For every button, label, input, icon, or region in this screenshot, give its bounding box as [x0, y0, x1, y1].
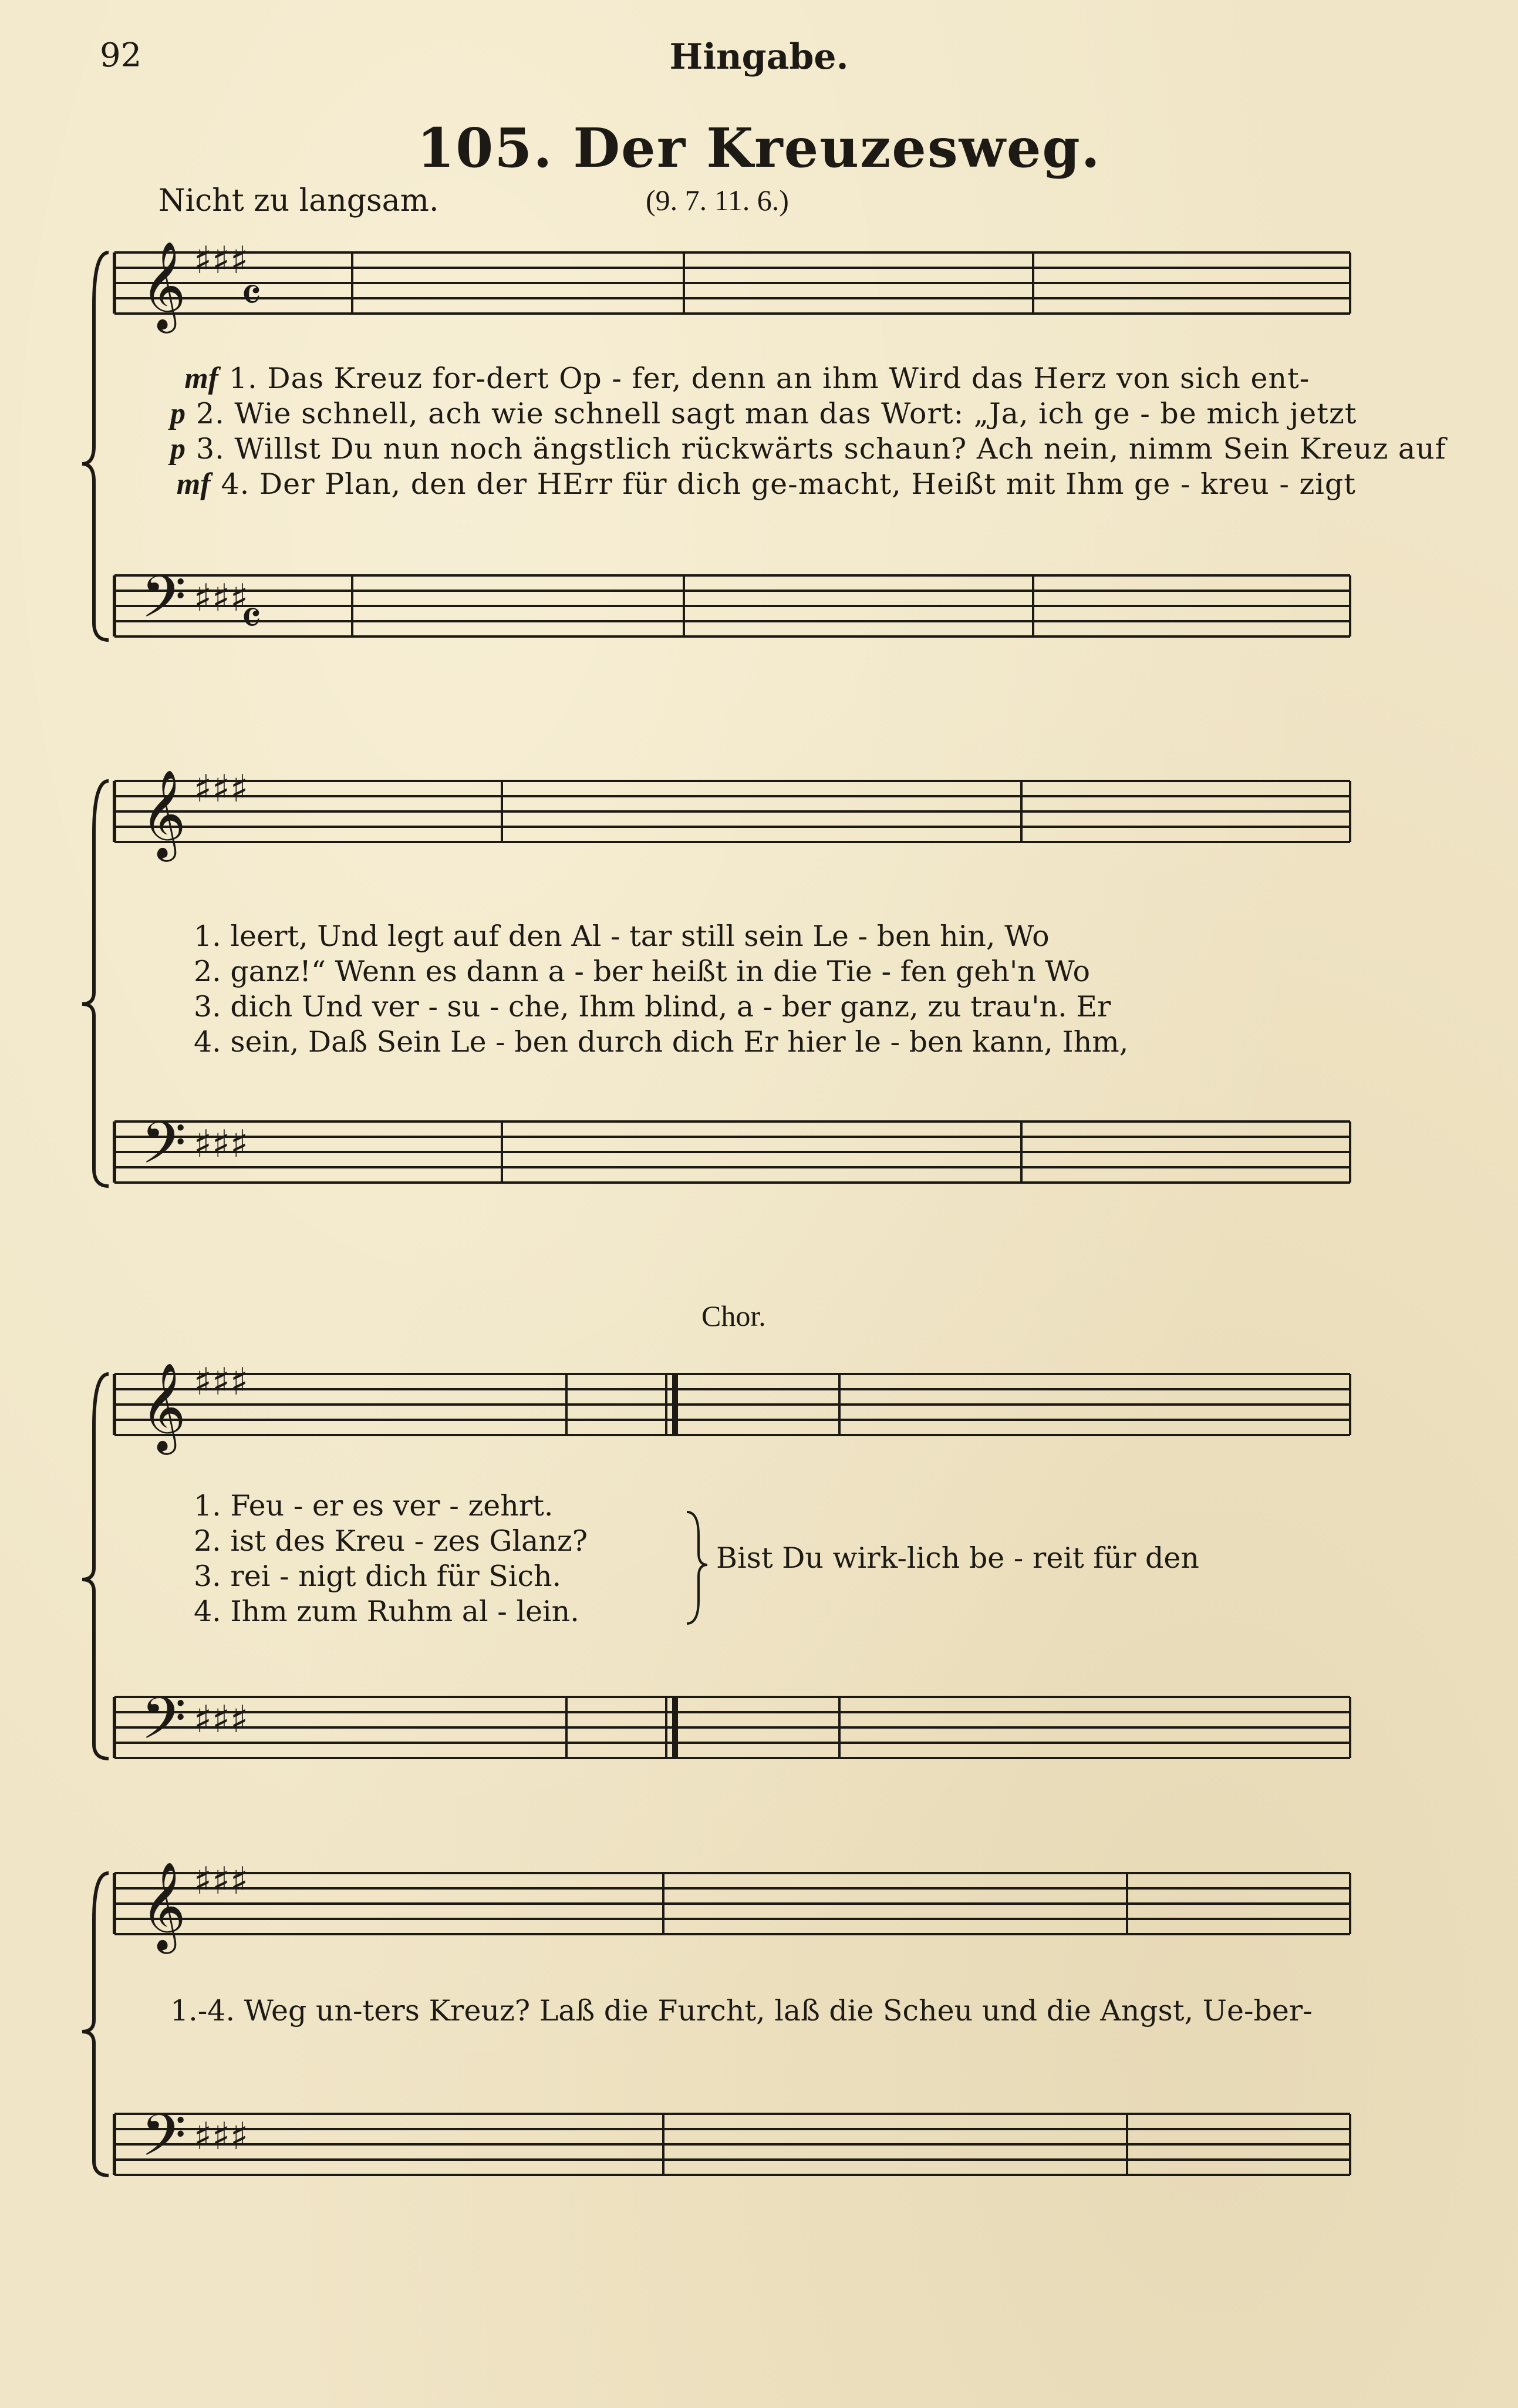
svg-text:𝄞: 𝄞	[141, 1861, 186, 1950]
svg-text:♯♯♯: ♯♯♯	[194, 1123, 248, 1166]
svg-text:♯♯♯: ♯♯♯	[194, 577, 248, 620]
svg-text:𝄞: 𝄞	[141, 769, 186, 858]
section-header: Hingabe.	[669, 36, 849, 78]
lyric-text: 1. Das Kreuz for-dert Op - fer, denn an ihm Wird das Herz von sich ent-	[229, 362, 1310, 395]
svg-text:𝄢: 𝄢	[141, 1685, 187, 1767]
page-number: 92	[100, 36, 142, 75]
svg-text:♯♯♯: ♯♯♯	[194, 767, 248, 811]
chorus-lyrics: Bist Du wirk-lich be - reit für den	[716, 1541, 1199, 1575]
chorus-label: Chor.	[701, 1299, 766, 1332]
lyric-text: 3. Willst Du nun noch ängstlich rückwärts schaun? Ach nein, nimm Sein Kreuz auf	[196, 432, 1446, 466]
lyric-line: 4. Ihm zum Ruhm al - lein.	[194, 1595, 579, 1628]
lyric-line: 3. rei - nigt dich für Sich.	[194, 1560, 562, 1593]
lyric-line: 2. ist des Kreu - zes Glanz?	[194, 1524, 588, 1558]
dynamic-marking: p	[170, 432, 185, 466]
svg-text:𝄞: 𝄞	[141, 1362, 186, 1451]
svg-text:♯♯♯: ♯♯♯	[194, 1360, 248, 1404]
lyric-text: 2. Wie schnell, ach wie schnell sagt man das Wort: „Ja, ich ge - be mich jetzt	[196, 397, 1357, 430]
lyric-line: 1. leert, Und legt auf den Al - tar still sein Le - ben hin, Wo	[194, 920, 1050, 953]
svg-text:𝄴: 𝄴	[241, 268, 262, 322]
lyric-line: 3. dich Und ver - su - che, Ihm blind, a - ber ganz, zu trau'n. Er	[194, 990, 1111, 1023]
lyric-line: 1. Feu - er es ver - zehrt.	[194, 1489, 554, 1523]
lyric-line: 2. ganz!“ Wenn es dann a - ber heißt in die Tie - fen geh'n Wo	[194, 955, 1090, 988]
svg-text:♯♯♯: ♯♯♯	[194, 1860, 248, 1903]
dynamic-marking: mf	[184, 362, 218, 395]
svg-text:𝄞: 𝄞	[141, 240, 186, 329]
meter-marking: (9. 7. 11. 6.)	[646, 184, 789, 217]
svg-text:𝄢: 𝄢	[141, 1110, 187, 1191]
tempo-marking: Nicht zu langsam.	[158, 183, 439, 218]
svg-text:𝄢: 𝄢	[141, 564, 187, 645]
svg-text:♯♯♯: ♯♯♯	[194, 239, 248, 282]
dynamic-marking: mf	[176, 467, 211, 501]
dynamic-marking: p	[170, 397, 185, 430]
lyric-line: 4. sein, Daß Sein Le - ben durch dich Er hier le - ben kann, Ihm,	[194, 1025, 1129, 1059]
svg-text:𝄢: 𝄢	[141, 2102, 187, 2184]
hymn-title: 105. Der Kreuzesweg.	[417, 116, 1101, 180]
svg-text:𝄴: 𝄴	[241, 591, 262, 645]
lyric-line: 1.-4. Weg un-ters Kreuz? Laß die Furcht, laß die Scheu und die Angst, Ue-ber-	[170, 1994, 1313, 2028]
svg-text:♯♯♯: ♯♯♯	[194, 1698, 248, 1742]
lyric-text: 4. Der Plan, den der HErr für dich ge-macht, Heißt mit Ihm ge - kreu - zigt	[221, 467, 1356, 501]
svg-text:♯♯♯: ♯♯♯	[194, 2115, 248, 2158]
